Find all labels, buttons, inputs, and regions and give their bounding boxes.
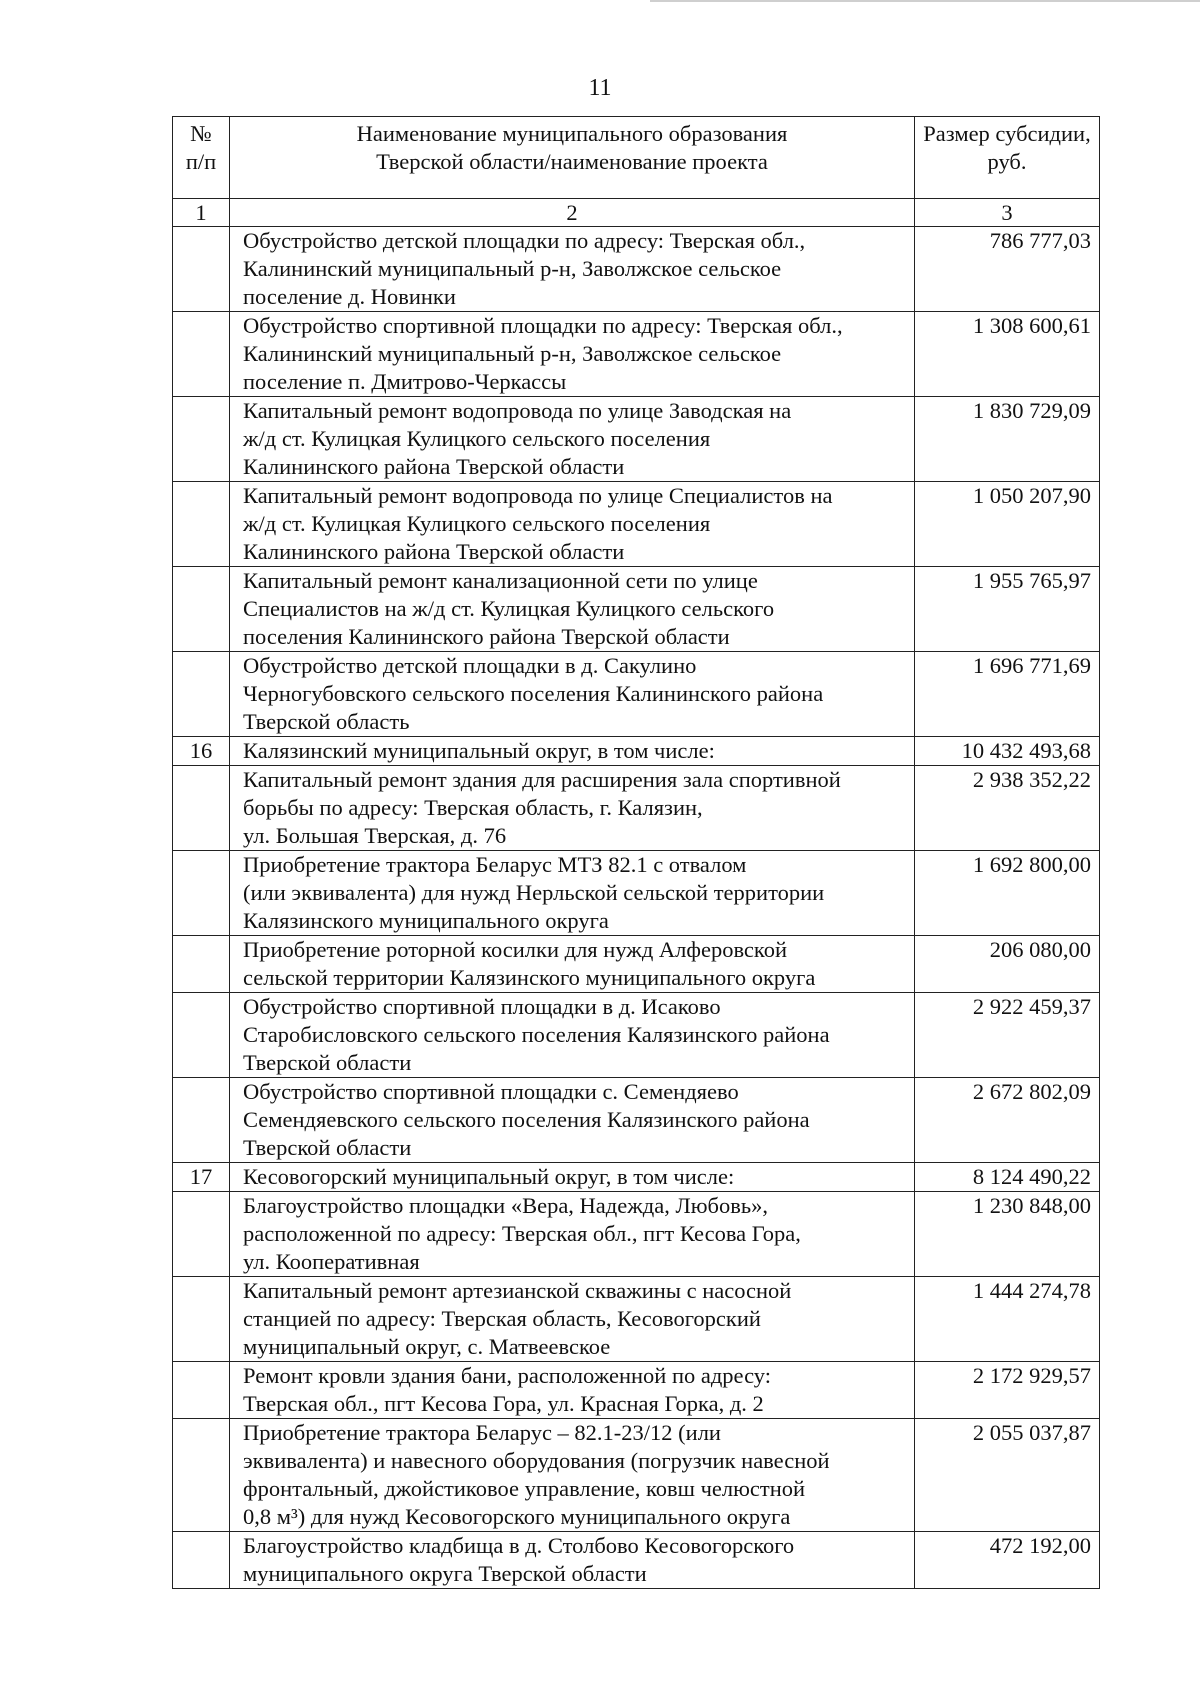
header-text-line: Размер субсидии, bbox=[923, 121, 1091, 146]
row-number-cell bbox=[173, 482, 230, 567]
name-text-line: Тверской области bbox=[243, 1135, 412, 1160]
row-number-cell bbox=[173, 227, 230, 312]
name-text-line: Специалистов на ж/д ст. Кулицкая Кулицкого сельского bbox=[243, 596, 775, 621]
header-text-line: руб. bbox=[987, 149, 1027, 174]
row-amount-cell: 1 696 771,69 bbox=[915, 652, 1100, 737]
row-amount-cell: 1 692 800,00 bbox=[915, 851, 1100, 936]
row-number-cell: 17 bbox=[173, 1163, 230, 1192]
row-name-cell bbox=[230, 567, 915, 652]
name-text-line: Черногубовского сельского поселения Калининского района bbox=[243, 681, 824, 706]
name-text-line: Калязинского муниципального округа bbox=[243, 908, 609, 933]
row-number-cell bbox=[173, 766, 230, 851]
name-text-line: Капитальный ремонт водопровода по улице Специалистов на bbox=[243, 483, 833, 508]
name-text-line: Тверской области bbox=[243, 1050, 412, 1075]
name-text-line: (или эквивалента) для нужд Нерльской сельской территории bbox=[243, 880, 825, 905]
table-row bbox=[173, 567, 1100, 652]
name-text-line: Калининского района Тверской области bbox=[243, 539, 625, 564]
row-number-cell bbox=[173, 1362, 230, 1419]
name-text-line: ж/д ст. Кулицкая Кулицкого сельского поселения bbox=[243, 511, 711, 536]
subsidy-table bbox=[172, 116, 1100, 1589]
row-number-cell bbox=[173, 1078, 230, 1163]
name-text-line: Калининский муниципальный р-н, Заволжское сельское bbox=[243, 341, 782, 366]
row-amount-cell: 2 672 802,09 bbox=[915, 1078, 1100, 1163]
table-row bbox=[173, 1419, 1100, 1532]
page-top-rule bbox=[650, 0, 1200, 2]
name-text-line: Старобисловского сельского поселения Калязинского района bbox=[243, 1022, 830, 1047]
name-text-line: ж/д ст. Кулицкая Кулицкого сельского поселения bbox=[243, 426, 711, 451]
row-amount-cell: 1 444 274,78 bbox=[915, 1277, 1100, 1362]
table-row bbox=[173, 766, 1100, 851]
row-amount-cell: 786 777,03 bbox=[915, 227, 1100, 312]
row-amount-cell: 1 955 765,97 bbox=[915, 567, 1100, 652]
row-name-cell bbox=[230, 227, 915, 312]
row-name-cell bbox=[230, 1163, 915, 1192]
name-text-line: поселения Калининского района Тверской области bbox=[243, 624, 730, 649]
name-text-line: Обустройство детской площадки в д. Сакулино bbox=[243, 653, 697, 678]
row-name-cell bbox=[230, 1532, 915, 1589]
row-name-cell bbox=[230, 482, 915, 567]
row-amount-cell: 1 230 848,00 bbox=[915, 1192, 1100, 1277]
name-text-line: Благоустройство кладбища в д. Столбово Кесовогорского bbox=[243, 1533, 795, 1558]
name-text-line: Калининский муниципальный р-н, Заволжское сельское bbox=[243, 256, 782, 281]
row-number-cell bbox=[173, 1192, 230, 1277]
table-row bbox=[173, 1277, 1100, 1362]
row-number-cell bbox=[173, 993, 230, 1078]
row-amount-cell: 2 055 037,87 bbox=[915, 1419, 1100, 1532]
row-amount-cell: 1 308 600,61 bbox=[915, 312, 1100, 397]
name-text-line: Капитальный ремонт артезианской скважины с насосной bbox=[243, 1278, 792, 1303]
row-amount-cell: 1 830 729,09 bbox=[915, 397, 1100, 482]
header-text-line: п/п bbox=[185, 149, 217, 174]
row-number-cell bbox=[173, 567, 230, 652]
row-amount-cell: 2 172 929,57 bbox=[915, 1362, 1100, 1419]
row-number-cell bbox=[173, 936, 230, 993]
column-number-cell: 1 bbox=[173, 199, 230, 227]
header-amount-cell bbox=[915, 117, 1100, 199]
row-amount-cell: 1 050 207,90 bbox=[915, 482, 1100, 567]
row-amount-cell: 206 080,00 bbox=[915, 936, 1100, 993]
table-row bbox=[173, 1163, 1100, 1192]
name-text-line: Калязинский муниципальный округ, в том числе: bbox=[243, 738, 715, 763]
name-text-line: Семендяевского сельского поселения Калязинского района bbox=[243, 1107, 810, 1132]
name-text-line: муниципальный округ, с. Матвеевское bbox=[243, 1334, 611, 1359]
table-header-row bbox=[173, 117, 1100, 199]
name-text-line: Приобретение трактора Беларус – 82.1-23/12 (или bbox=[243, 1420, 721, 1445]
name-text-line: ул. Большая Тверская, д. 76 bbox=[243, 823, 507, 848]
row-amount-cell: 472 192,00 bbox=[915, 1532, 1100, 1589]
row-name-cell bbox=[230, 1419, 915, 1532]
name-text-line: Благоустройство площадки «Вера, Надежда, Любовь», bbox=[243, 1193, 768, 1218]
header-number-cell bbox=[173, 117, 230, 199]
table-row bbox=[173, 1192, 1100, 1277]
row-name-cell bbox=[230, 312, 915, 397]
table-row bbox=[173, 1362, 1100, 1419]
table-row bbox=[173, 993, 1100, 1078]
header-name-cell bbox=[230, 117, 915, 199]
column-number-row bbox=[173, 199, 1100, 227]
row-number-cell bbox=[173, 652, 230, 737]
row-name-cell bbox=[230, 1277, 915, 1362]
name-text-line: Калининского района Тверской области bbox=[243, 454, 625, 479]
column-number-cell: 3 bbox=[915, 199, 1100, 227]
row-number-cell bbox=[173, 397, 230, 482]
name-text-line: Тверской область bbox=[243, 709, 410, 734]
name-text-line: эквивалента) и навесного оборудования (погрузчик навесной bbox=[243, 1448, 830, 1473]
row-number-cell bbox=[173, 1419, 230, 1532]
name-text-line: Тверская обл., пгт Кесова Гора, ул. Красная Горка, д. 2 bbox=[243, 1391, 764, 1416]
name-text-line: Кесовогорский муниципальный округ, в том числе: bbox=[243, 1164, 735, 1189]
name-text-line: Обустройство спортивной площадки в д. Исаково bbox=[243, 994, 721, 1019]
name-text-line: сельской территории Калязинского муниципального округа bbox=[243, 965, 816, 990]
row-name-cell bbox=[230, 993, 915, 1078]
table-row bbox=[173, 482, 1100, 567]
table-row bbox=[173, 851, 1100, 936]
name-text-line: Капитальный ремонт канализационной сети по улице bbox=[243, 568, 758, 593]
name-text-line: борьбы по адресу: Тверская область, г. Калязин, bbox=[243, 795, 703, 820]
row-name-cell bbox=[230, 397, 915, 482]
row-name-cell bbox=[230, 652, 915, 737]
header-text-line: Тверской области/наименование проекта bbox=[376, 149, 768, 174]
row-number-cell: 16 bbox=[173, 737, 230, 766]
row-number-cell bbox=[173, 1532, 230, 1589]
table-row bbox=[173, 737, 1100, 766]
name-text-line: ул. Кооперативная bbox=[243, 1249, 420, 1274]
name-text-line: Ремонт кровли здания бани, расположенной по адресу: bbox=[243, 1363, 771, 1388]
table-row bbox=[173, 936, 1100, 993]
name-text-line: 0,8 м³) для нужд Кесовогорского муниципального округа bbox=[243, 1504, 791, 1529]
row-number-cell bbox=[173, 312, 230, 397]
name-text-line: расположенной по адресу: Тверская обл., пгт Кесова Гора, bbox=[243, 1221, 801, 1246]
row-amount-cell: 2 938 352,22 bbox=[915, 766, 1100, 851]
row-amount-cell: 8 124 490,22 bbox=[915, 1163, 1100, 1192]
page-number: 11 bbox=[588, 75, 612, 101]
column-number-cell: 2 bbox=[230, 199, 915, 227]
name-text-line: Капитальный ремонт водопровода по улице Заводская на bbox=[243, 398, 792, 423]
name-text-line: Обустройство детской площадки по адресу: Тверская обл., bbox=[243, 228, 806, 253]
name-text-line: муниципального округа Тверской области bbox=[243, 1561, 647, 1586]
row-amount-cell: 10 432 493,68 bbox=[915, 737, 1100, 766]
name-text-line: фронтальный, джойстиковое управление, ковш челюстной bbox=[243, 1476, 806, 1501]
row-name-cell bbox=[230, 1078, 915, 1163]
row-number-cell bbox=[173, 1277, 230, 1362]
row-name-cell bbox=[230, 1192, 915, 1277]
row-name-cell bbox=[230, 1362, 915, 1419]
table-row bbox=[173, 397, 1100, 482]
row-amount-cell: 2 922 459,37 bbox=[915, 993, 1100, 1078]
name-text-line: Приобретение роторной косилки для нужд Алферовской bbox=[243, 937, 787, 962]
name-text-line: Приобретение трактора Беларус МТЗ 82.1 с отвалом bbox=[243, 852, 747, 877]
table-row bbox=[173, 652, 1100, 737]
row-number-cell bbox=[173, 851, 230, 936]
name-text-line: поселение п. Дмитрово-Черкассы bbox=[243, 369, 567, 394]
header-text-line: № bbox=[190, 121, 212, 146]
row-name-cell bbox=[230, 936, 915, 993]
header-text-line: Наименование муниципального образования bbox=[356, 121, 788, 146]
table-row bbox=[173, 227, 1100, 312]
name-text-line: Капитальный ремонт здания для расширения зала спортивной bbox=[243, 767, 841, 792]
name-text-line: поселение д. Новинки bbox=[243, 284, 456, 309]
row-name-cell bbox=[230, 851, 915, 936]
name-text-line: Обустройство спортивной площадки по адресу: Тверская обл., bbox=[243, 313, 843, 338]
table-row bbox=[173, 312, 1100, 397]
name-text-line: станцией по адресу: Тверская область, Кесовогорский bbox=[243, 1306, 761, 1331]
name-text-line: Обустройство спортивной площадки с. Семендяево bbox=[243, 1079, 739, 1104]
table-row bbox=[173, 1078, 1100, 1163]
row-name-cell bbox=[230, 766, 915, 851]
table-row bbox=[173, 1532, 1100, 1589]
row-name-cell bbox=[230, 737, 915, 766]
